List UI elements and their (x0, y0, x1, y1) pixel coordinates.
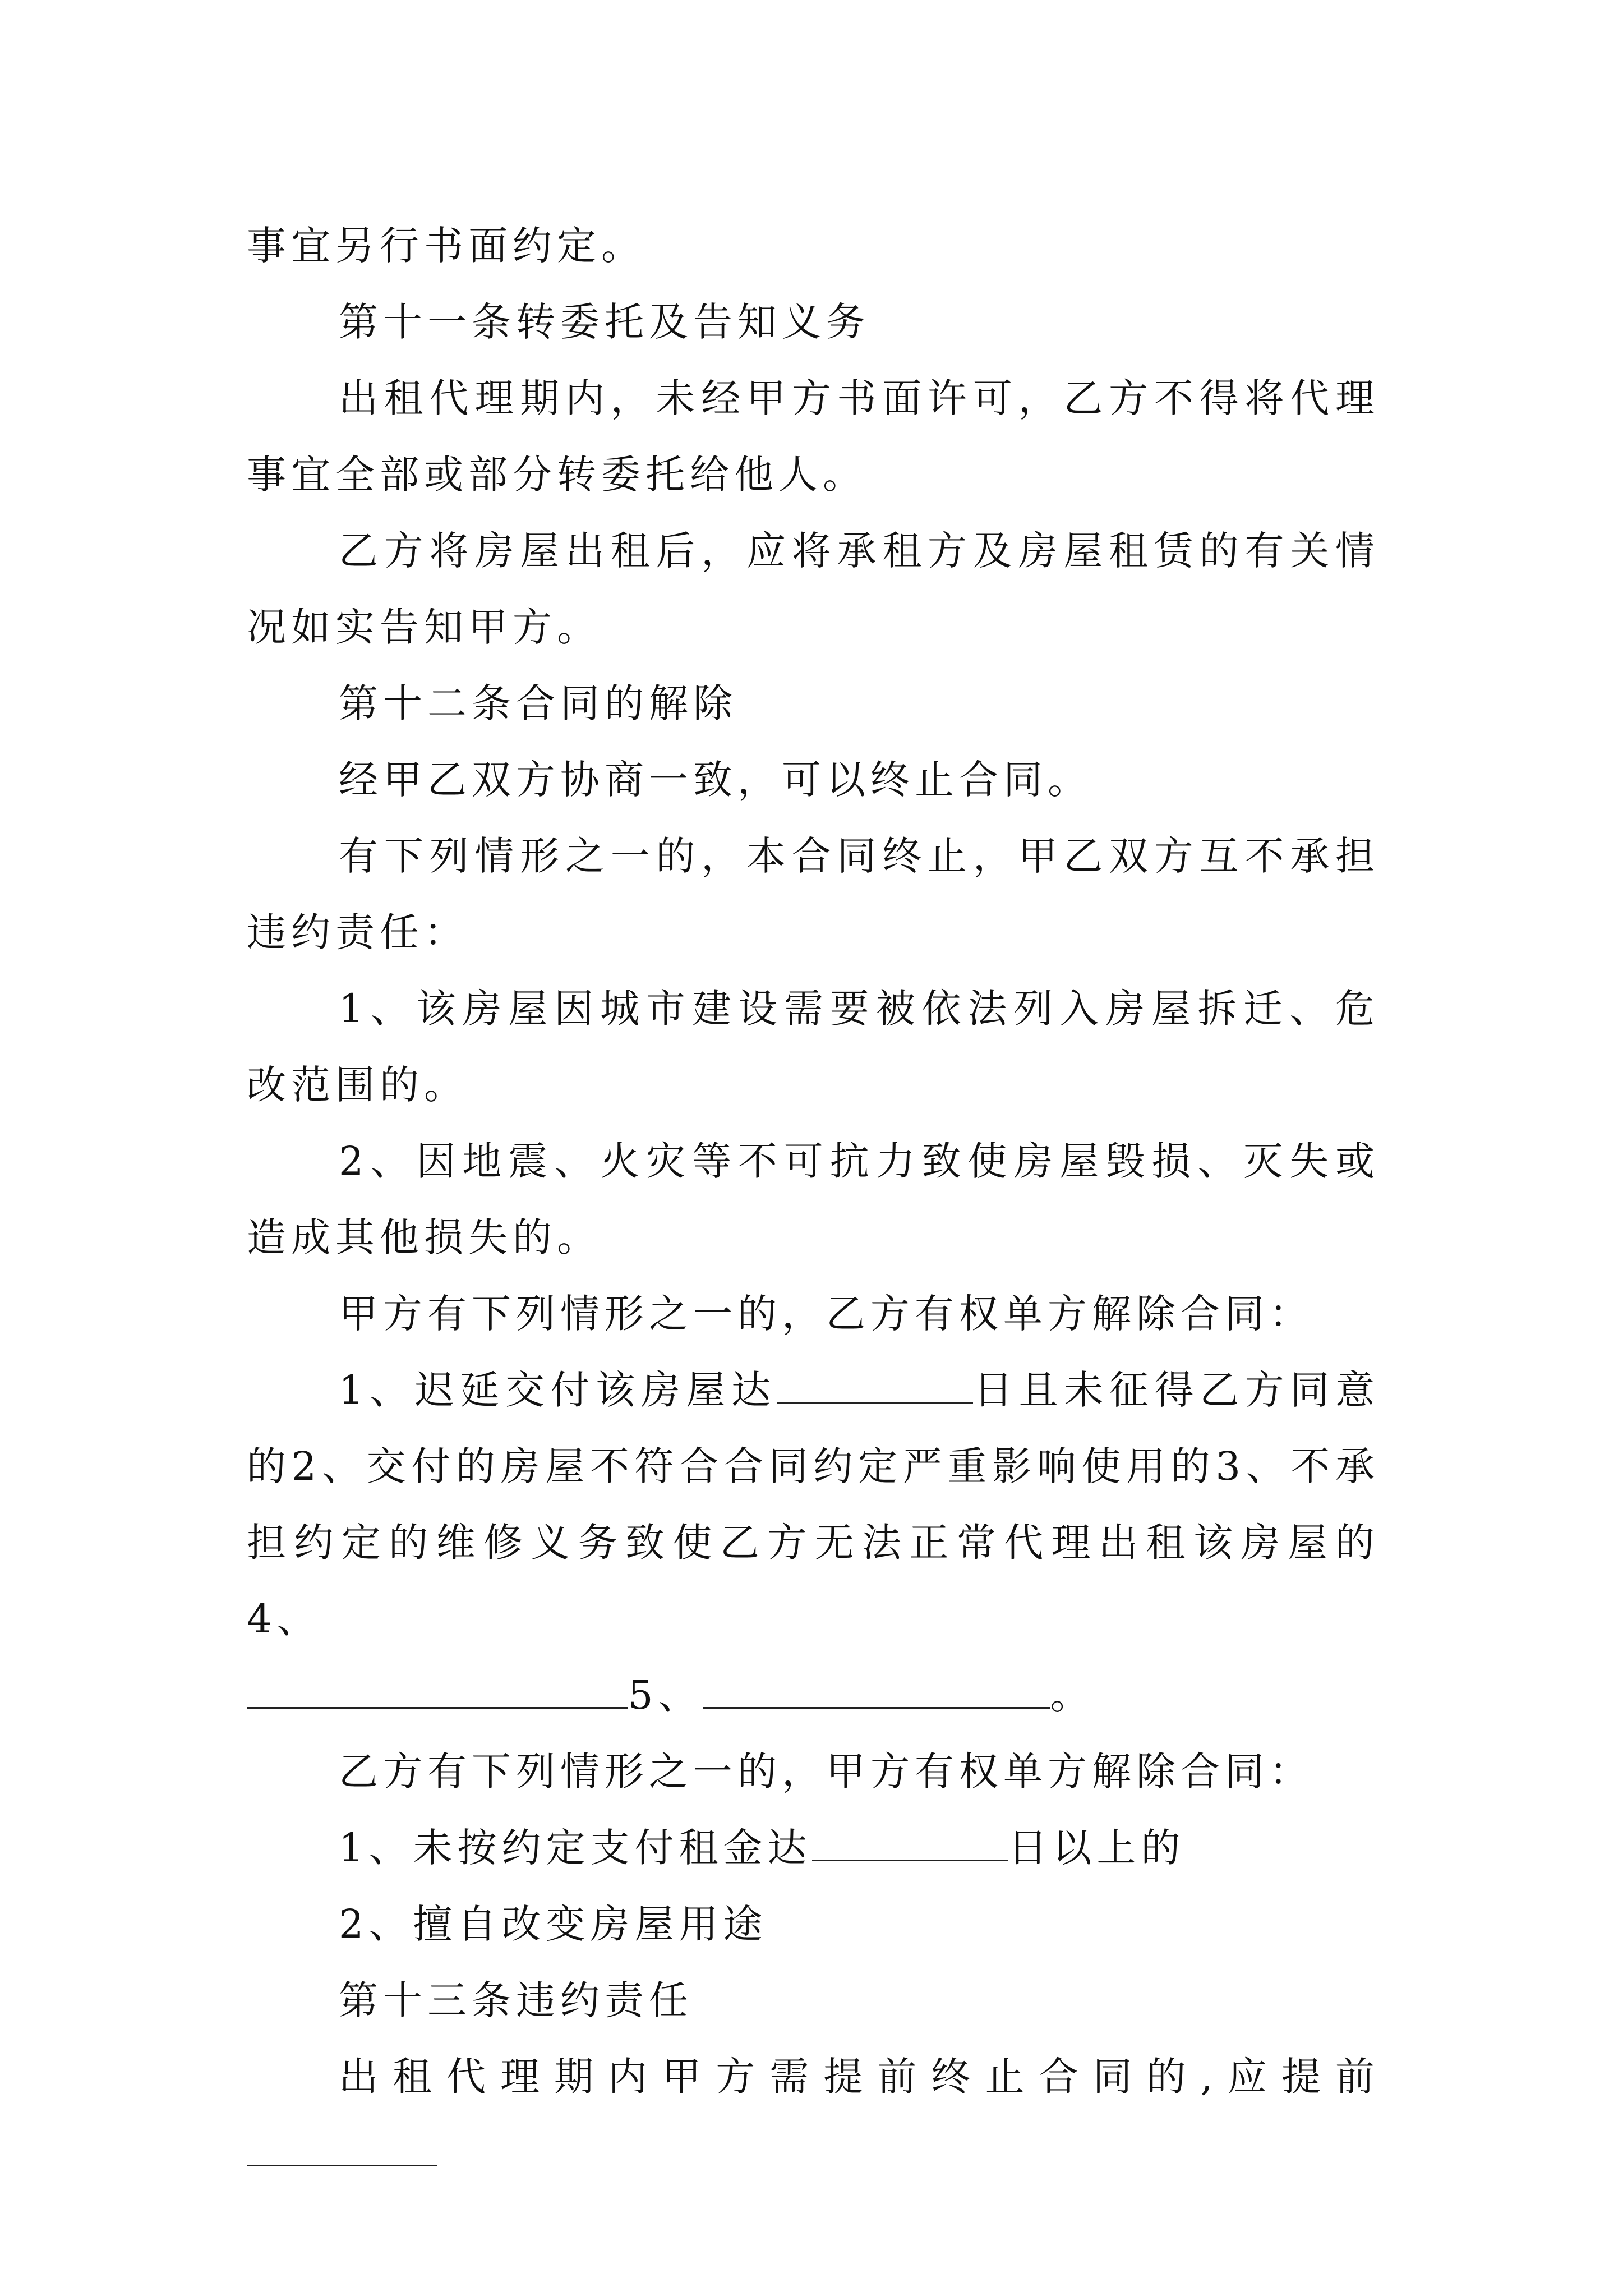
early-termination-text: 出租代理期内甲方需提前终止合同的,应提前 (339, 2054, 1380, 2100)
paragraph-item-5-line (247, 1657, 1380, 1733)
paragraph-party-a-breach: 甲方有下列情形之一的，乙方有权单方解除合同： (339, 1291, 1313, 1337)
paragraph-party-a-breach-items (247, 1352, 1380, 1657)
notice-days-blank-field[interactable] (247, 2132, 437, 2166)
days-blank-field[interactable] (777, 1369, 973, 1404)
document-body (247, 208, 1380, 2191)
paragraph-early-termination (247, 2039, 1380, 2191)
list-item-rent-overdue (247, 1810, 1380, 1886)
breach-item-rest-text: 日且未征得乙方同意的2、交付的房屋不符合合同约定严重影响使用的3、不承担约定的维修义务致使乙方无法正常代理出租该房屋的4、 (247, 1367, 1380, 1642)
article-11-heading: 第十一条转委托及告知义务 (339, 299, 870, 345)
breach-item-delay-text: 1、迟延交付该房屋达 (339, 1367, 777, 1413)
paragraph-subdelegation: 出租代理期内，未经甲方书面许可，乙方不得将代理事宜全部或部分转委托给他人。 (247, 375, 1380, 498)
item-5-blank-field[interactable] (703, 1674, 1050, 1709)
article-12-heading: 第十二条合同的解除 (339, 680, 737, 726)
item-5-label: 5、 (628, 1672, 703, 1718)
item-4-blank-field[interactable] (247, 1674, 628, 1709)
rent-overdue-suffix: 日以上的 (1008, 1825, 1186, 1871)
article-13-heading: 第十三条违约责任 (339, 1977, 693, 2023)
paragraph-continuation: 事宜另行书面约定。 (247, 223, 645, 269)
paragraph-mutual-termination: 经甲乙双方协商一致，可以终止合同。 (339, 757, 1092, 803)
paragraph-notification: 乙方将房屋出租后，应将承租方及房屋租赁的有关情况如实告知甲方。 (247, 528, 1380, 650)
paragraph-party-b-breach: 乙方有下列情形之一的，甲方有权单方解除合同： (339, 1749, 1313, 1795)
item-5-end: 。 (1050, 1672, 1095, 1718)
list-item-force-majeure: 2、因地震、火灾等不可抗力致使房屋毁损、灭失或造成其他损失的。 (247, 1138, 1380, 1260)
paragraph-termination-conditions: 有下列情形之一的，本合同终止，甲乙双方互不承担违约责任： (247, 833, 1380, 955)
list-item-change-use: 2、擅自改变房屋用途 (339, 1901, 768, 1947)
list-item-demolition: 1、该房屋因城市建设需要被依法列入房屋拆迁、危改范围的。 (247, 986, 1380, 1108)
rent-overdue-text: 1、未按约定支付租金达 (339, 1825, 812, 1871)
rent-days-blank-field[interactable] (812, 1827, 1008, 1861)
